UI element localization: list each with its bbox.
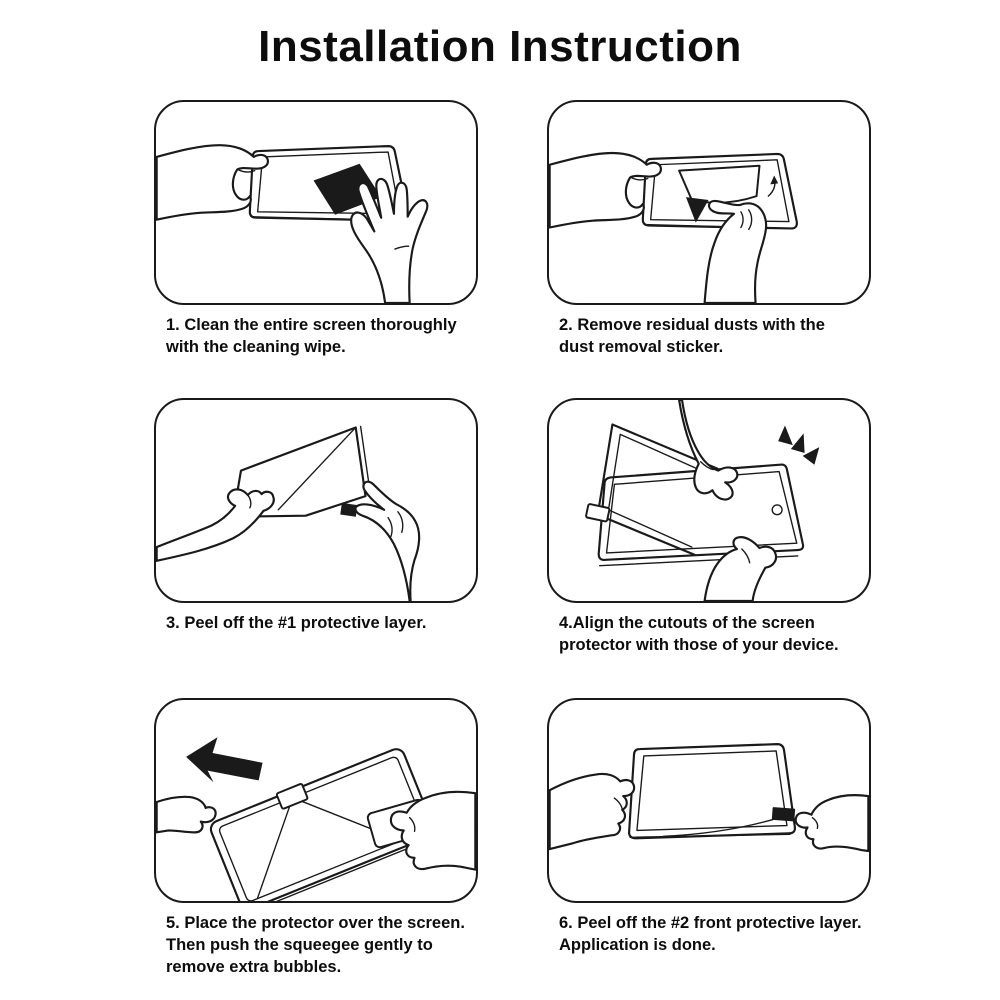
step-6-caption xyxy=(559,912,877,956)
step-3 xyxy=(154,398,484,634)
step-1-figure xyxy=(154,100,478,305)
film-fold-line xyxy=(227,798,323,899)
step-3-figure xyxy=(154,398,478,603)
dust-removal-sticker-illustration xyxy=(549,102,869,303)
step-5-figure xyxy=(154,698,478,903)
left-hand xyxy=(157,489,274,560)
step-3-caption xyxy=(166,612,484,634)
film-side-tab xyxy=(586,504,610,522)
motion-arrow-head xyxy=(770,176,778,185)
peel-first-protective-layer-illustration xyxy=(156,400,476,601)
caption-line: 2. Remove residual dusts with the xyxy=(559,316,825,334)
place-protector-and-squeegee-illustration xyxy=(156,700,476,901)
front-film-pull-tab xyxy=(772,807,795,821)
step-4 xyxy=(547,398,877,656)
step-6-figure xyxy=(547,698,871,903)
push-direction-arrow-icon xyxy=(186,737,262,782)
caption-line: 6. Peel off the #2 front protective layer. xyxy=(559,914,862,932)
caption-line: dust removal sticker. xyxy=(559,338,724,356)
step-2-figure xyxy=(547,100,871,305)
caption-line: 5. Place the protector over the screen. xyxy=(166,914,465,932)
tablet xyxy=(629,744,795,838)
step-5 xyxy=(154,698,484,978)
caption-line: 1. Clean the entire screen thoroughly xyxy=(166,316,457,334)
right-hand xyxy=(355,482,419,601)
snap-emphasis-marks xyxy=(778,425,819,464)
caption-line: with the cleaning wipe. xyxy=(166,338,346,356)
caption-line: protector with those of your device. xyxy=(559,636,839,654)
camera-cutout-hole xyxy=(772,505,782,515)
squeegee xyxy=(276,783,308,809)
right-hand xyxy=(351,179,427,303)
caption-line: Application is done. xyxy=(559,936,716,954)
page-title: Installation Instruction xyxy=(258,22,742,71)
caption-line: Then push the squeegee gently to xyxy=(166,936,433,954)
left-hand xyxy=(550,774,634,849)
right-hand xyxy=(796,795,869,851)
step-4-figure xyxy=(547,398,871,603)
clean-screen-with-wipe-illustration xyxy=(156,102,476,303)
left-hand xyxy=(157,797,216,833)
step-5-caption xyxy=(166,912,484,978)
caption-line: 4.Align the cutouts of the screen xyxy=(559,614,815,632)
step-4-caption xyxy=(559,612,877,656)
step-1-caption xyxy=(166,314,484,358)
right-hand xyxy=(705,201,767,303)
align-cutouts-with-device-illustration xyxy=(549,400,869,601)
caption-line: remove extra bubbles. xyxy=(166,958,342,976)
peel-second-front-layer-illustration xyxy=(549,700,869,901)
step-2-caption xyxy=(559,314,877,358)
step-1 xyxy=(154,100,484,358)
top-hand xyxy=(679,400,737,500)
step-6 xyxy=(547,698,877,956)
step-2 xyxy=(547,100,877,358)
dust-removal-sticker xyxy=(679,166,759,203)
sticker-folded-corner xyxy=(686,197,709,222)
caption-line: 3. Peel off the #1 protective layer. xyxy=(166,614,427,632)
